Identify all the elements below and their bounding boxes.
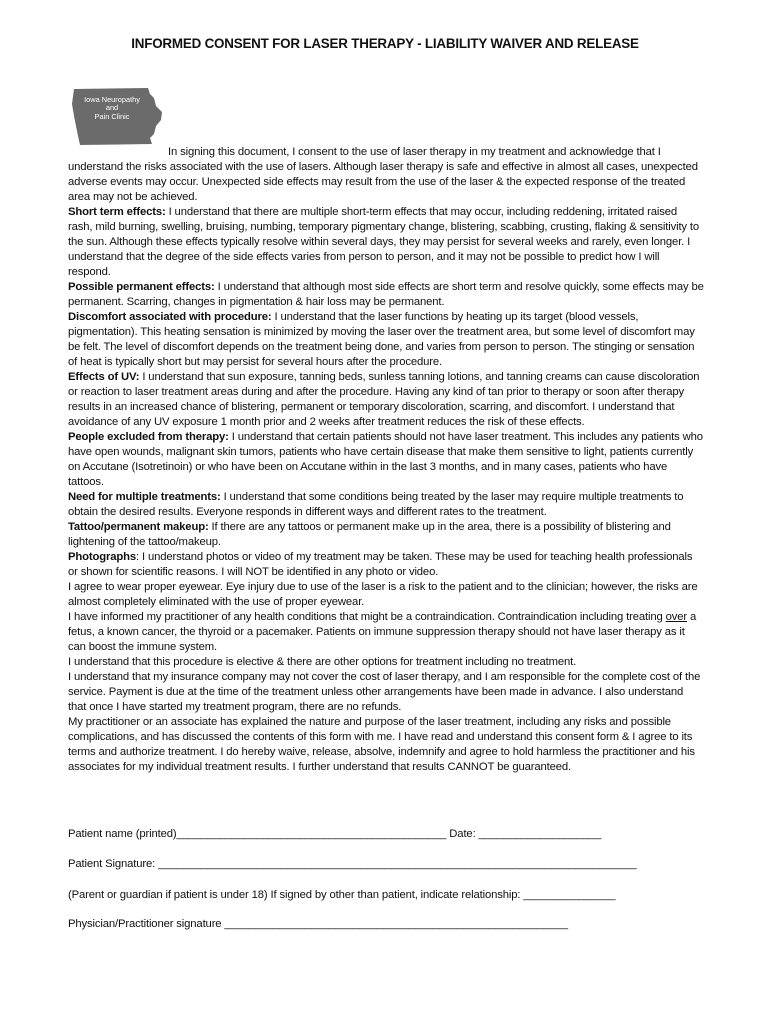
paragraph-text: I have informed my practitioner of any health conditions that might be a contraindication. Contraindication including treating [68,611,666,623]
section-text: I understand that certain patients should not have laser treatment. This includes any patients who have open wounds, malignant skin tumors, patients who have certain disease that make them sensitive to light, patients currently on Accutane (Isotretinoin) or who have been on Accutane within in the last 3 months, and in many cases, patients who have tattoos. [68,431,703,488]
section-text: I understand that the laser functions by heating up its target (blood vessels, pigmentation). This heating sensation is minimized by moving the laser over the treatment area, but some level of discomfort may be felt. The level of discomfort depends on the treatment being done, and varies from person to person. The stinging or sensation of heat is typically short but may persist for several hours after the procedure. [68,311,695,368]
section-multiple-treatments [68,490,704,520]
section-text: I understand that sun exposure, tanning beds, sunless tanning lotions, and tanning creams can cause discoloration or reaction to laser treatment areas during and after the procedure. Having any kind of tan prior to therapy or soon after therapy results in an increased chance of blistering, permanent or temporary discoloration, scarring, and discomfort. I understand that avoidance of any UV exposure 1 month prior and 2 weeks after treatment reduces the risk of these effects. [68,371,700,428]
guardian-relationship-line[interactable]: (Parent or guardian if patient is under 18) If signed by other than patient, indicate relationship: _______________ [68,889,616,901]
section-text: I understand that there are multiple short-term effects that may occur, including reddening, irritated raised rash, mild burning, swelling, bruising, numbing, temporary pigmentary change, blistering, scabbing, crusting, flaking & sensitivity to the sun. Although these effects typically resolve within several days, they may persist for several weeks and rarely, even longer. I understand that the degree of the side effects varies from person to person, and it may not be possible to predict how I will respond. [68,206,700,278]
logo-text [76,96,148,121]
section-text: If there are any tattoos or permanent make up in the area, there is a possibility of blistering and lightening of the tattoo/makeup. [68,521,671,548]
clinic-logo [70,86,170,148]
patient-name-date-line[interactable]: Patient name (printed)____________________________________________ Date: ____________________ [68,828,602,840]
section-heading: Photographs [68,551,137,563]
section-heading: Need for multiple treatments: [68,491,221,503]
section-heading: Short term effects: [68,206,166,218]
physician-signature-line[interactable]: Physician/Practitioner signature ________________________________________________________ [68,918,568,930]
logo-line: and [105,103,119,113]
section-heading: Discomfort associated with procedure: [68,311,272,323]
logo-line: Pain Clinic [94,111,130,121]
section-heading: Effects of UV: [68,371,140,383]
final-consent-paragraph: My practitioner or an associate has explained the nature and purpose of the laser treatment, including any risks and possible complications, and has discussed the contents of this form with me. I have read and understand this consent form & I agree to its terms and authorize treatment. I do hereby waive, release, absolve, indemnify and agree to hold harmless the practitioner and his associates for my individual treatment results. I further understand that results CANNOT be guaranteed. [68,716,695,773]
insurance-paragraph: I understand that my insurance company may not cover the cost of laser therapy, and I am responsible for the complete cost of the service. Payment is due at the time of the treatment unless other arrangements have been made in advance. I also understand that once I have started my treatment program, there are no refunds. [68,671,701,713]
document-title: INFORMED CONSENT FOR LASER THERAPY - LIABILITY WAIVER AND RELEASE [131,36,639,51]
section-text: I understand that although most side effects are short term and resolve quickly, some effects may be permanent. Scarring, changes in pigmentation & hair loss may be permanent. [68,281,704,308]
section-heading: People excluded from therapy: [68,431,229,443]
logo-line: Iowa Neuropathy [84,95,140,104]
underlined-word: over [665,611,688,623]
section-photographs [68,550,704,580]
elective-paragraph: I understand that this procedure is elective & there are other options for treatment including no treatment. [68,656,577,668]
contraindication-paragraph [68,610,704,655]
intro-paragraph: In signing this document, I consent to the use of laser therapy in my treatment and acknowledge that I understand the risks associated with the use of lasers. Although laser therapy is safe and effective in almost all cases, unexpected adverse events may occur. Unexpected side effects may result from the use of the laser & the expected response of the treated area may not be achieved. [68,146,698,203]
section-people-excluded [68,430,704,490]
section-permanent-effects [68,280,704,310]
section-text: I understand that some conditions being treated by the laser may require multiple treatments to obtain the desired results. Everyone responds in different ways and different rates to the treatment. [68,491,684,518]
patient-signature-line[interactable]: Patient Signature: ______________________________________________________________________________ [68,858,637,870]
section-effects-of-uv [68,370,704,430]
paragraph-text: a fetus, a known cancer, the thyroid or a pacemaker. Patients on immune suppression therapy should not have laser therapy as it can boost the immune system. [68,611,697,653]
section-text: : I understand photos or video of my treatment may be taken. These may be used for teaching health professionals or shown for scientific reasons. I will NOT be identified in any photo or video. [68,551,693,578]
section-heading: Possible permanent effects: [68,281,215,293]
section-discomfort [68,310,704,370]
section-tattoo-makeup [68,520,704,550]
eyewear-paragraph: I agree to wear proper eyewear. Eye injury due to use of the laser is a risk to the patient and to the clinician; however, the risks are almost completely eliminated with the use of proper eyewear. [68,581,698,608]
section-heading: Tattoo/permanent makeup: [68,521,209,533]
consent-body [68,145,704,775]
section-short-term-effects [68,205,704,280]
